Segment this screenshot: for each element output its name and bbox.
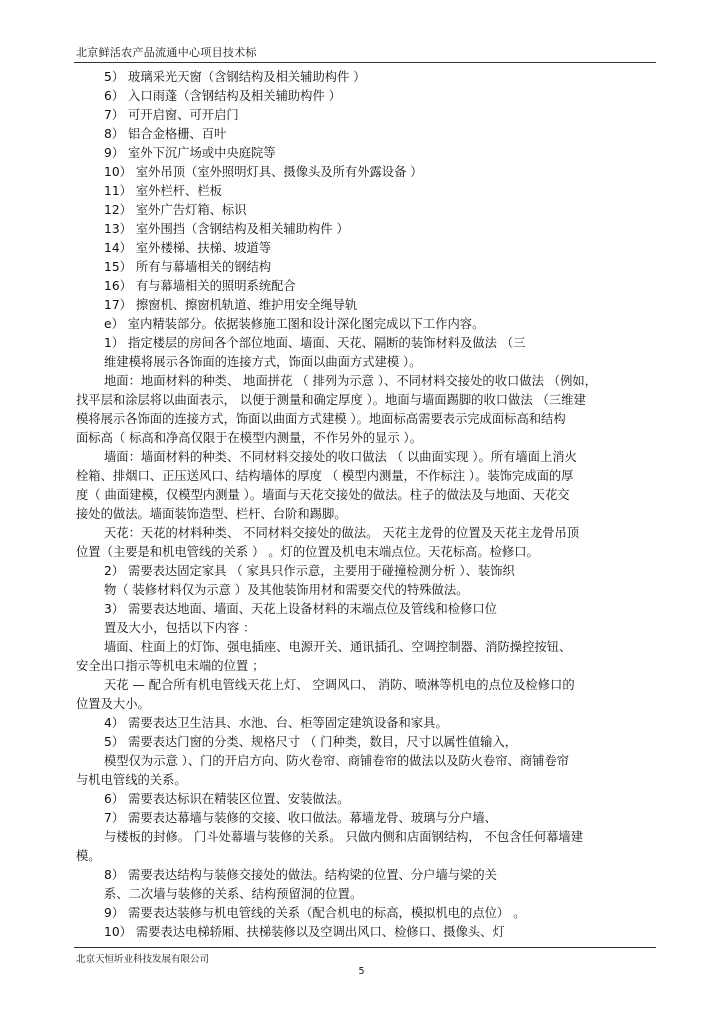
text-line: 8） 铝合金格栅、百叶: [104, 127, 227, 141]
text-line: 9） 室外下沉广场或中央庭院等: [104, 146, 276, 160]
header-rule: [74, 62, 656, 63]
text-line: 3） 需要表达地面、墙面、天花上设备材料的末端点位及管线和检修口位: [104, 602, 497, 616]
text-line: e） 室内精装部分。依据装修施工图和设计深化图完成以下工作内容。: [104, 317, 485, 331]
text-line: 6） 需要表达标识在精装区位置、安装做法。: [104, 792, 350, 806]
page-header-title: 北京鲜活农产品流通中心项目技术标: [76, 46, 257, 59]
text-line: 5） 需要表达门窗的分类、规格尺寸 （ 门种类，数目，尺寸以属性值输入，: [104, 735, 518, 749]
text-line: 4） 需要表达卫生洁具、水池、台、柜等固定建筑设备和家具。: [104, 716, 448, 730]
text-line: 14） 室外楼梯、扶梯、坡道等: [104, 241, 272, 255]
text-line: 位置（主要是和机电管线的关系 ） 。灯的位置及机电末端点位。天花标高。检修口。: [76, 545, 539, 559]
text-line: 8） 需要表达结构与装修交接处的做法。结构梁的位置、分户墙与梁的关: [104, 868, 497, 882]
text-line: 9） 需要表达装修与机电管线的关系（配合机电的标高，模拟机电的点位） 。: [104, 906, 526, 920]
text-line: 12） 室外广告灯箱、标识: [104, 203, 247, 217]
text-line: 墙面、柱面上的灯饰、强电插座、电源开关、通讯插孔、空调控制器、消防操控按钮、: [104, 640, 572, 654]
text-line: 模。: [76, 849, 101, 863]
text-line: 天花 — 配合所有机电管线天花上灯、 空调风口、 消防、喷淋等机电的点位及检修口的: [104, 678, 575, 692]
text-line: 6） 入口雨蓬（含钢结构及相关辅助构件 ）: [104, 89, 341, 103]
text-line: 置及大小，包括以下内容 ：: [104, 621, 256, 635]
text-line: 11） 室外栏杆、栏板: [104, 184, 222, 198]
footer-company-name: 北京天恒圻业科技发展有限公司: [76, 954, 210, 965]
footer-rule: [74, 947, 656, 948]
document-body: [76, 68, 656, 942]
text-line: 接处的做法。墙面装饰造型、栏杆、台阶和踢脚。: [76, 507, 347, 521]
text-line: 与机电管线的关系。: [76, 773, 187, 787]
text-line: 10） 室外吊顶（室外照明灯具、摄像头及所有外露设备 ）: [104, 165, 423, 179]
text-line: 度（ 曲面建模，仅模型内测量 ）。墙面与天花交接处的做法。柱子的做法及与地面、天花交: [76, 488, 570, 502]
page-number: 5: [358, 966, 365, 977]
text-line: 13） 室外围挡（含钢结构及相关辅助构件 ）: [104, 222, 349, 236]
text-line: 7） 可开启窗、可开启门: [104, 108, 239, 122]
text-line: 15） 所有与幕墙相关的钢结构: [104, 260, 272, 274]
text-line: 5） 玻璃采光天窗（含钢结构及相关辅助构件 ）: [104, 70, 366, 84]
text-line: 安全出口指示等机电末端的位置 ；: [76, 659, 265, 673]
text-line: 地面：地面材料的种类、 地面拼花 （ 排列为示意 ）、不同材料交接处的收口做法 （例如，: [104, 374, 597, 388]
text-line: 7） 需要表达幕墙与装修的交接、收口做法。幕墙龙骨、玻璃与分户墙、: [104, 811, 497, 825]
text-line: 与楼板的封修。 门斗处幕墙与装修的关系。 只做内侧和店面钢结构， 不包含任何幕墙建: [104, 830, 584, 844]
text-line: 墙面：墙面材料的种类、不同材料交接处的收口做法 （ 以曲面实现 ）。所有墙面上消火: [104, 450, 577, 464]
text-line: 找平层和涂层将以曲面表示， 以便于测量和确定厚度 ）。地面与墙面踢脚的收口做法 （三维建: [76, 393, 586, 407]
text-line: 10） 需要表达电梯轿厢、扶梯装修以及空调出风口、检修口、摄像头、灯: [104, 925, 505, 939]
text-line: 模将展示各饰面的连接方式，饰面以曲面方式建模 ）。地面标高需要表示完成面标高和结构: [76, 412, 566, 426]
text-line: 位置及大小。: [76, 697, 150, 711]
text-line: 天花：天花的材料种类、 不同材料交接处的做法。 天花主龙骨的位置及天花主龙骨吊顶: [104, 526, 580, 540]
text-line: 物（ 装修材料仅为示意 ）及其他装饰用材和需要交代的特殊做法。: [104, 583, 469, 597]
text-line: 2） 需要表达固定家具 （ 家具只作示意，主要用于碰撞检测分析 ）、装饰织: [104, 564, 515, 578]
text-line: 模型仅为示意 ）、门的开启方向、防火卷帘、商铺卷帘的做法以及防火卷帘、商铺卷帘: [104, 754, 570, 768]
text-line: 16） 有与幕墙相关的照明系统配合: [104, 279, 296, 293]
text-line: 1） 指定楼层的房间各个部位地面、墙面、天花、隔断的装饰材料及做法 （三: [104, 336, 526, 350]
text-line: 维建模将展示各饰面的连接方式，饰面以曲面方式建模 ）。: [104, 355, 422, 369]
text-line: 面标高（ 标高和净高仅限于在模型内测量，不作另外的显示 ）。: [76, 431, 422, 445]
text-line: 系、二次墙与装修的关系、结构预留洞的位置。: [104, 887, 363, 901]
text-line: 栓箱、排烟口、正压送风口、结构墙体的厚度 （ 模型内测量，不作标注 ）。装饰完成面的厚: [76, 469, 574, 483]
text-line: 17） 擦窗机、擦窗机轨道、维护用安全绳导轨: [104, 298, 358, 312]
